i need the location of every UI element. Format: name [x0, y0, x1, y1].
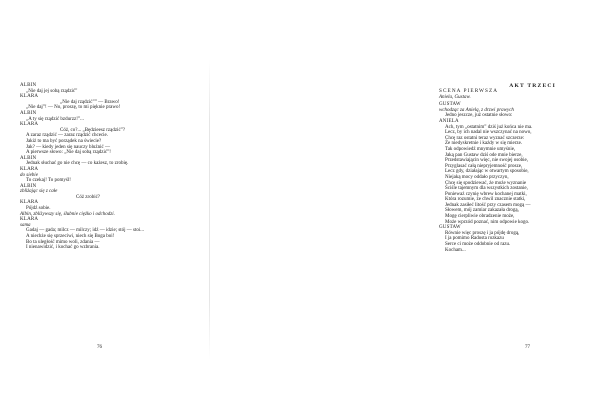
- page-number-right: 77: [525, 345, 530, 350]
- text-line: Tak odpowiedź mnymnie umyśnie,: [445, 146, 516, 152]
- text-line: Bo ta uległość mimo woli, zdania —: [26, 239, 100, 245]
- text-line: I nienawidzić, i kochać go wzbrania.: [26, 245, 100, 251]
- speaker-name: ANIELA: [439, 118, 459, 124]
- page-number-left: 76: [97, 345, 102, 350]
- right-page: [210, 0, 556, 420]
- text-line: Kocham...: [445, 247, 466, 253]
- text-line: Jakiż to ma być porządek na świecie?: [26, 138, 102, 144]
- text-line: Która rozumie, że chwil znacznie statki,: [445, 197, 526, 203]
- text-line: Ach, tym „ostatnim” dziś już końca nie ma.: [445, 124, 533, 130]
- text-line: Równie więc proszę i ja pójdę drogą,: [445, 230, 520, 236]
- act-heading: AKT TRZECI: [509, 83, 556, 89]
- text-line: Niejaką mocy oddało przyczyn,: [445, 174, 509, 180]
- text-line: Cóż, co?... „Będzieesz rządzić”?: [60, 127, 126, 133]
- speaker-name: KLARA: [20, 122, 39, 128]
- speaker-name: ALBIN: [20, 183, 37, 189]
- text-line: Jednak słuchać go nie chcę — co każesz, to zrobię.: [26, 161, 129, 167]
- text-line: Lecz, by ich nadal nie wszczynać na nowo,: [445, 130, 532, 136]
- text-line: Jaką pan Gustaw dziś ode mnie bierze,: [445, 152, 523, 158]
- speaker-name: ALBIN: [20, 83, 37, 88]
- speaker-name: GUSTAW: [439, 102, 461, 108]
- text-line: Słowem, mój zamiar zakazała drogą,: [445, 208, 519, 214]
- text-line: „Nie daj rządzić”” — Brawo!: [60, 99, 120, 105]
- text-line: Jedno jeszcze, już ostatnie słowo:: [445, 113, 513, 119]
- text-line: A niechże się sprzeciwi, niech się Boga boi!: [26, 234, 115, 240]
- speaker-name: KLARA: [20, 94, 39, 100]
- text-line: Jednak zasiłeć litość przy czasem mogą —: [445, 202, 531, 208]
- text-line: Chcę raz ostatni teraz wyznać szczerze:: [445, 135, 525, 141]
- speaker-name: KLARA: [20, 217, 39, 223]
- text-line: Że niedyskretnie i każdy w się mierze.: [445, 141, 523, 147]
- text-line: „A ty się rządzić bzdurzz!”...: [26, 116, 84, 122]
- speaker-name: ALBIN: [20, 110, 37, 116]
- stage-direction: zbliżając się z całe: [20, 189, 58, 195]
- speaker-name: KLARA: [20, 166, 39, 172]
- text-line: Ponieważ czynię wbrew kochanej matki,: [445, 191, 527, 197]
- text-line: Może wprzód poznać, nim odpowie kogo.: [445, 219, 530, 225]
- text-line: Gadaj — gada; milcz — milczy; idź — idzie; stój — stoi...: [26, 228, 145, 234]
- text-line: Jak? — kiedy jeden się nauczy bluźnić —: [26, 144, 110, 150]
- stage-direction: sama: [20, 222, 31, 228]
- scene-heading: SCENA PIERWSZA: [439, 88, 499, 94]
- stage-direction: Aniela, Gustaw.: [439, 94, 471, 100]
- text-line: Cóż zrobić?: [76, 194, 101, 200]
- stage-direction: wchodząc za Anielą, z drzwi prawych: [439, 107, 514, 113]
- left-page-text: [20, 83, 200, 251]
- speaker-name: ALBIN: [20, 155, 37, 161]
- stage-direction: do siebie: [20, 172, 38, 178]
- text-line: Przyglasać całą niepryjemność prosze,: [445, 163, 523, 169]
- text-line: I ja pomimo Radosta rozkazu: [445, 236, 504, 242]
- stage-direction: Albin, zbliżywszy się, ślubnie ciężko i odchodzi.: [20, 211, 115, 217]
- text-line: Mogę cierpliwie obradzenie może,: [445, 214, 515, 220]
- right-page-text: [439, 83, 609, 253]
- text-line: Przedstawiającin więc, nie swojej osobie,: [445, 158, 529, 164]
- text-line: Serce ci może oddobnie od razu.: [445, 242, 511, 248]
- left-page: [0, 0, 210, 420]
- text-line: Chcę się spodziewać, że może wyznanie: [445, 180, 527, 186]
- text-line: „Nie daj jej sobą rządzić”: [26, 88, 78, 94]
- speaker-name: KLARA: [20, 200, 39, 206]
- text-line: Lecz gdy, działając w otwartym sposobie,: [445, 169, 529, 175]
- text-line: „Nie daj”! — No, proszę, to mi pięknie prawo!: [26, 105, 121, 111]
- text-line: To czekaj! To pomyśl!: [26, 178, 71, 184]
- text-line: Pójdź sobie.: [26, 206, 51, 212]
- speaker-name: GUSTAW: [439, 225, 461, 231]
- text-line: Ściśle tajemnym dla wszystkich zostanie,: [445, 186, 528, 192]
- text-line: A pierwsze słowo: „Nie daj sobą rządzić”!: [26, 150, 111, 156]
- text-line: A zaraz rządzić — zaraz rządzić chcecie.: [26, 133, 109, 139]
